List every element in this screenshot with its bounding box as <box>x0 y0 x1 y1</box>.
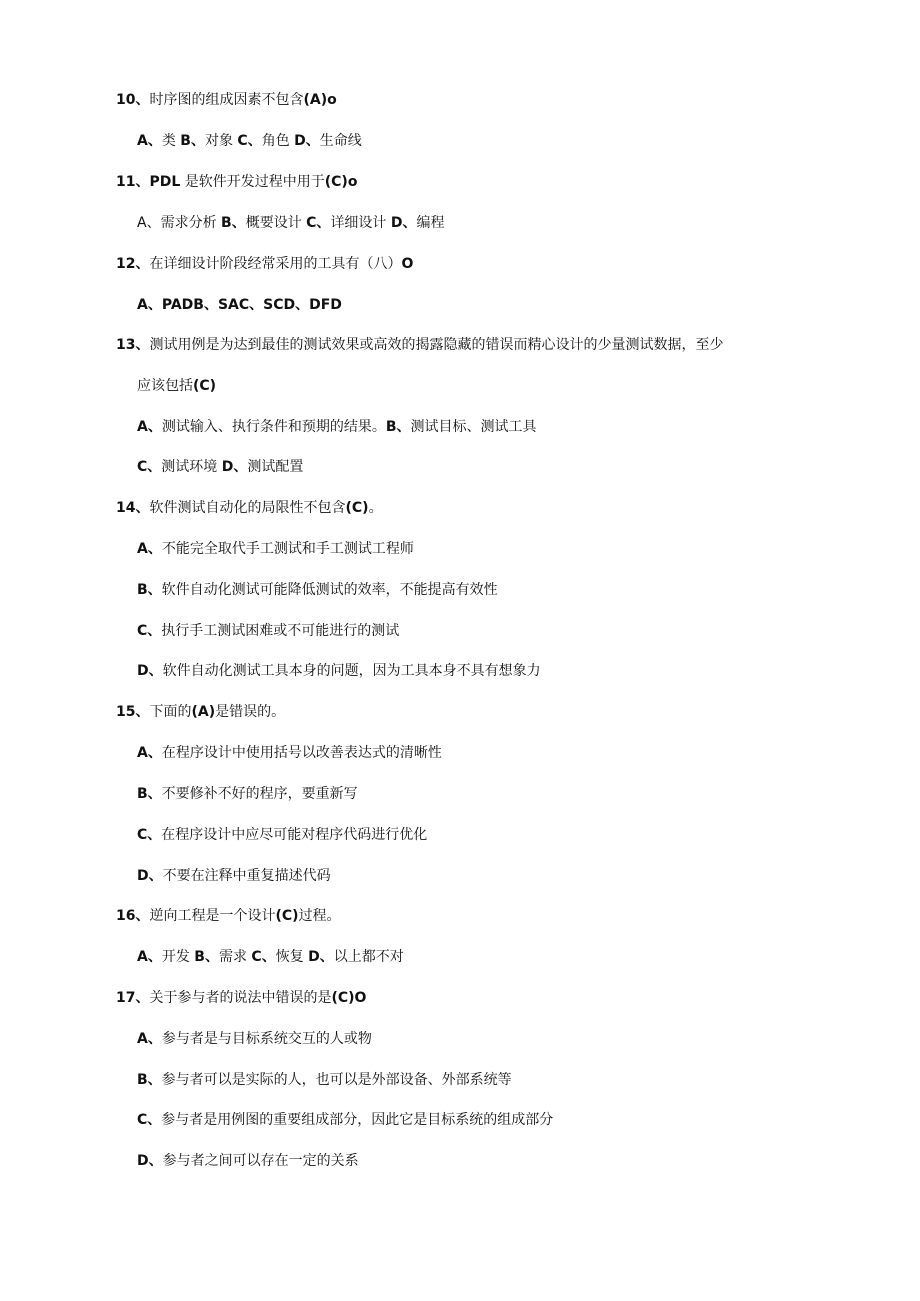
question-17-option-a: A、参与者是与目标系统交互的人或物 <box>137 1031 372 1047</box>
question-13-stem: 13、测试用例是为达到最佳的测试效果或高效的揭露隐藏的错误而精心设计的少量测试数据，至少 <box>116 337 724 353</box>
question-11-stem: 11、PDL 是软件开发过程中用于(C)o <box>116 174 358 190</box>
question-10-options: A、类 B、对象 C、角色 D、生命线 <box>137 133 362 149</box>
question-13-options-row-2: C、测试环境 D、测试配置 <box>137 459 304 475</box>
question-14-option-d: D、软件自动化测试工具本身的问题，因为工具本身不具有想象力 <box>137 663 541 679</box>
question-15-option-a: A、在程序设计中使用括号以改善表达式的清晰性 <box>137 745 442 761</box>
question-15-stem: 15、下面的(A)是错误的。 <box>116 704 286 720</box>
question-17-stem: 17、关于参与者的说法中错误的是(C)O <box>116 990 367 1006</box>
question-16-stem: 16、逆向工程是一个设计(C)过程。 <box>116 908 341 924</box>
question-15-option-c: C、在程序设计中应尽可能对程序代码进行优化 <box>137 827 428 843</box>
question-13-options-row-1: A、测试输入、执行条件和预期的结果。B、测试目标、测试工具 <box>137 419 537 435</box>
question-10-stem: 10、时序图的组成因素不包含(A)o <box>116 92 337 108</box>
question-17-option-c: C、参与者是用例图的重要组成部分，因此它是目标系统的组成部分 <box>137 1112 554 1128</box>
question-14-option-a: A、不能完全取代手工测试和手工测试工程师 <box>137 541 414 557</box>
question-14-stem: 14、软件测试自动化的局限性不包含(C)。 <box>116 500 383 516</box>
question-14-option-b: B、软件自动化测试可能降低测试的效率，不能提高有效性 <box>137 582 498 598</box>
question-16-options: A、开发 B、需求 C、恢复 D、以上都不对 <box>137 949 404 965</box>
question-13-stem-continued: 应该包括(C) <box>137 378 217 394</box>
question-11-options: A、需求分析 B、概要设计 C、详细设计 D、编程 <box>137 215 445 231</box>
question-17-option-b: B、参与者可以是实际的人，也可以是外部设备、外部系统等 <box>137 1072 512 1088</box>
question-14-option-c: C、执行手工测试困难或不可能进行的测试 <box>137 623 400 639</box>
question-12-options: A、PADB、SAC、SCD、DFD <box>137 297 342 313</box>
question-17-option-d: D、参与者之间可以存在一定的关系 <box>137 1153 359 1169</box>
question-15-option-d: D、不要在注释中重复描述代码 <box>137 868 331 884</box>
question-12-stem: 12、在详细设计阶段经常采用的工具有（八）O <box>116 256 414 272</box>
question-15-option-b: B、不要修补不好的程序，要重新写 <box>137 786 358 802</box>
